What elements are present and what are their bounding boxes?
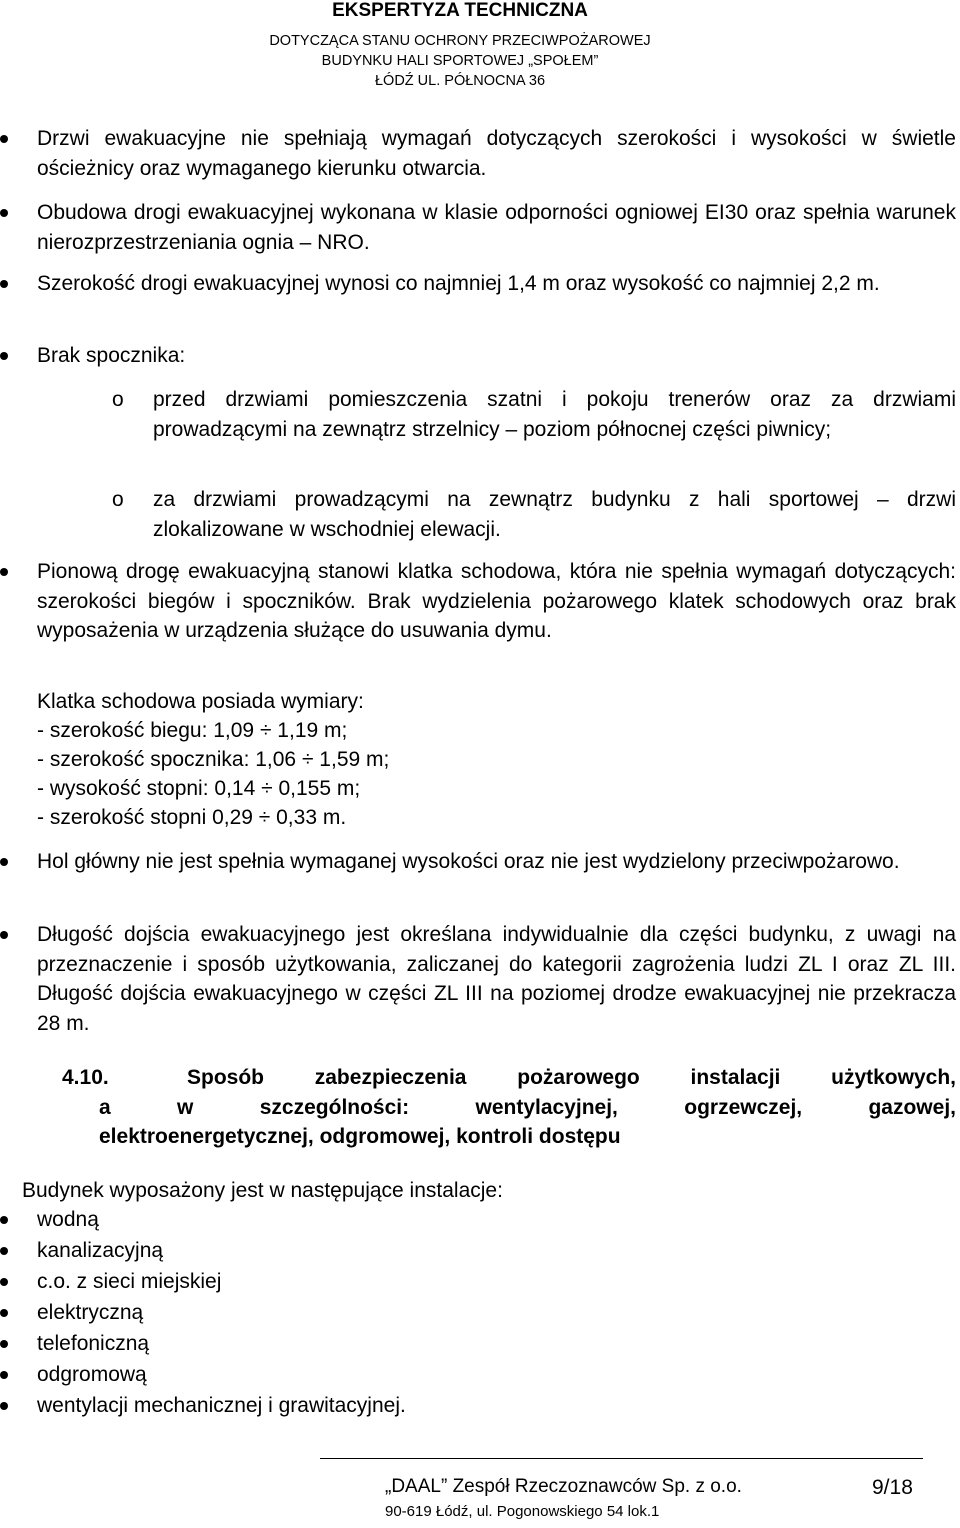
bullet-icon: [0, 931, 8, 939]
section-number: 4.10.: [62, 1066, 109, 1089]
stair-dimension-item: - szerokość spocznika: 1,06 ÷ 1,59 m;: [37, 748, 390, 771]
list-item-text: wentylacji mechanicznej i grawitacyjnej.: [37, 1394, 406, 1417]
footer-divider: [320, 1458, 923, 1459]
installations-intro: Budynek wyposażony jest w następujące instalacje:: [22, 1179, 503, 1202]
list-item-text: odgromową: [37, 1363, 147, 1386]
stair-dimensions-intro: Klatka schodowa posiada wymiary:: [37, 690, 364, 713]
sub-list-item-text: za drzwiami prowadzącymi na zewnątrz budynku z hali sportowej – drzwi zlokalizowane w wschodniej elewacji.: [153, 488, 956, 541]
bullet-icon: [0, 858, 8, 866]
bullet-icon: [0, 1371, 8, 1379]
bullet-icon: [0, 1216, 8, 1224]
section-heading-line: elektroenergetycznej, odgromowej, kontroli dostępu: [99, 1125, 621, 1148]
header-subtitle-line1: DOTYCZĄCA STANU OCHRONY PRZECIWPOŻAROWEJ: [269, 33, 651, 49]
list-item-text: elektryczną: [37, 1301, 144, 1324]
list-item-text: wodną: [37, 1208, 99, 1231]
bullet-icon: [0, 1309, 8, 1317]
bullet-icon: [0, 280, 8, 288]
list-item-text: Pionową drogę ewakuacyjną stanowi klatka schodowa, która nie spełnia wymagań dotyczących: szerokości biegów i spoczników. Brak wydzielenia pożarowego klatek schodowych oraz brak wyposażenia w urządzenia służące do usuwania dymu.: [37, 560, 956, 642]
sub-list-item-text: przed drzwiami pomieszczenia szatni i pokoju trenerów oraz za drzwiami prowadzącymi na zewnątrz strzelnicy – poziom północnej części piwnicy;: [153, 388, 956, 441]
header-subtitle-line2: BUDYNKU HALI SPORTOWEJ „SPOŁEM”: [321, 53, 599, 69]
sub-bullet-marker: o: [112, 488, 124, 511]
list-item-text: c.o. z sieci miejskiej: [37, 1270, 222, 1293]
header-address-line: ŁÓDŹ UL. PÓŁNOCNA 36: [374, 73, 546, 89]
footer-address: 90-619 Łódź, ul. Pogonowskiego 54 lok.1: [385, 1503, 660, 1520]
stair-dimension-item: - szerokość biegu: 1,09 ÷ 1,19 m;: [37, 719, 348, 742]
list-item-text: Długość dojścia ewakuacyjnego jest określana indywidualnie dla części budynku, z uwagi na przeznaczenie i sposób użytkowania, zaliczanej do kategorii zagrożenia ludzi ZL I oraz ZL III. Długość dojścia ewakuacyjnego w części ZL III na poziomej drodze ewakuacyjnej nie przekracza 28 m.: [37, 923, 956, 1035]
bullet-icon: [0, 352, 8, 360]
list-item-text: Szerokość drogi ewakuacyjnej wynosi co najmniej 1,4 m oraz wysokość co najmniej 2,2 m.: [37, 272, 880, 295]
bullet-icon: [0, 209, 8, 217]
bullet-icon: [0, 1247, 8, 1255]
list-item-text: kanalizacyjną: [37, 1239, 164, 1262]
footer-company: „DAAL” Zespół Rzeczoznawców Sp. z o.o.: [385, 1476, 742, 1497]
list-item-text: Hol główny nie jest spełnia wymaganej wysokości oraz nie jest wydzielony przeciwpożarowo.: [37, 850, 900, 873]
list-item-text: telefoniczną: [37, 1332, 150, 1355]
stair-dimension-item: - wysokość stopni: 0,14 ÷ 0,155 m;: [37, 777, 361, 800]
sub-bullet-marker: o: [112, 388, 124, 411]
list-item-text: Drzwi ewakuacyjne nie spełniają wymagań dotyczących szerokości i wysokości w świetle ościeżnicy oraz wymaganego kierunku otwarcia.: [37, 127, 956, 180]
bullet-icon: [0, 1278, 8, 1286]
stair-dimension-item: - szerokość stopni 0,29 ÷ 0,33 m.: [37, 806, 347, 829]
document-title: EKSPERTYZA TECHNICZNA: [332, 0, 588, 21]
list-item-text: Obudowa drogi ewakuacyjnej wykonana w klasie odporności ogniowej EI30 oraz spełnia warunek nierozprzestrzeniania ognia – NRO.: [37, 201, 956, 254]
list-item-text: Brak spocznika:: [37, 344, 186, 367]
section-heading-line: Sposób zabezpieczenia pożarowego instalacji użytkowych,: [187, 1066, 956, 1089]
section-heading-line: a w szczególności: wentylacyjnej, ogrzewczej, gazowej,: [99, 1095, 956, 1119]
page-number: 9/18: [872, 1476, 913, 1499]
bullet-icon: [0, 135, 8, 143]
bullet-icon: [0, 1402, 8, 1410]
bullet-icon: [0, 1340, 8, 1348]
bullet-icon: [0, 568, 8, 576]
